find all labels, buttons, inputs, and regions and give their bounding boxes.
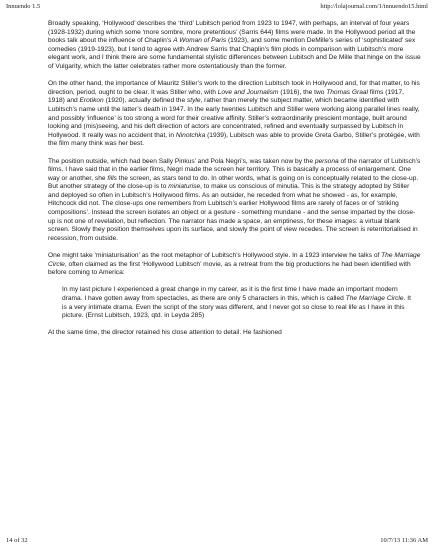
browser-print-header (6, 3, 428, 12)
page-url: http://lolajournal.com/1/innuendo15.html (320, 3, 428, 10)
article-body (48, 20, 422, 531)
paragraph-4: One might take ‘miniaturisation’ as the root metaphor of Lubitsch’s Hollywood style. In a 1923 interview he talks of The Marriage Circle, often claimed as the first ‘Hollywood Lubitsch’ movie, as a retreat from the big productions he had been identified with before coming to America: (48, 252, 421, 277)
paragraph-3: The position outside, which had been Sally Pinkus’ and Pola Negri’s, was taken now by the persona of the narrator of Lubitsch’s films. I have said that in the earlier films, Negri made the screen her territory. This is basically a process of enlargement. One way or another, she fills the screen, as stars tend to do. In other words, what is going on is conceptually related to the close-up. But another strategy of the close-up is to miniaturise, to make us conscious of minutia. This is the strategy adopted by Stiller and deployed so often in Lubitsch’s Hollywood films. As an outsider, he receded from what he showed - as, for example, Hitchcock did not. The close-ups one remembers from Lubitsch’s earlier Hollywood films are rarely of faces or of ‘striking compositions’. Instead the screen isolates an object or a gesture - something mundane - and the sense imparted by the close-up is not one of revelation, but reflection. The narrator has made a space, an emptiness, for these images: a virtual blank screen. Slowly they position themselves upon its surface, and slowly the point of view recedes. The screen is reterritorialised in recession, from outside. (48, 157, 421, 242)
print-datetime: 10/7/13 11:36 AM (380, 537, 428, 544)
paragraph-1: Broadly speaking, ‘Hollywood’ describes the ‘third’ Lubitsch period from 1923 to 1947, with perhaps, an interval of four years (1928-1932) during which some ‘more sombre, more pretentious’ (Sarris 644) films were made. In the Hollywood period all the books talk about the influence of Chaplin’s A Woman of Paris (1923), and some mention DeMille’s series of ‘sophisticated’ sex comedies (1919-1923), but I tend to agree with Andrew Sarris that Chaplin’s film plods in comparison with Lubitsch’s more elegant work, and I think there are some fundamental stylistic differences between Lubitsch and De Mille that hinge on the issue of Vulgarity, which the latter celebrates rather more ostentatiously than the former. (48, 20, 421, 70)
paragraph-2: On the other hand, the importance of Mauritz Stiller’s work to the direction Lubitsch took in Hollywood and, for that matter, to his direction, period, ought to be clear. It was Stiller who, with Love and Journalism (1916), the two Thomas Graal films (1917, 1918) and Erotikon (1920), actually defined the style, rather than merely the subject matter, which became identified with Lubitsch’s name until the latter’s death in 1947. In the early twenties Lubitsch and Stiller were working along parallel lines really, and possibly ‘influence’ is too strong a word for their creative affinity. Stiller’s extraordinarily prescient montage, built around looking and (mis)seeing, and his deft direction of actors are concentrated, refined and eventually surpassed by Lubitsch in Hollywood. It really was no accident that, in Ninotchka (1939), Lubitsch was able to provide Greta Garbo, Stiller’s protégée, with the film many think was her best. (48, 80, 420, 148)
page-title: Innuendo 1.5 (6, 3, 41, 10)
page-number: 14 of 32 (6, 537, 28, 544)
block-quote: In my last picture I experienced a great change in my career, as it is the first time I have made an important modern drama. I have gotten away from spectacles, as there are only 5 characters in this, which is called The Marriage Circle. It is a very intimate drama. Even the script of the story was different, and I never got so close to real life as I have in this picture. (Ernst Lubitsch, 1923, qtd. in Leyda 285) (62, 286, 411, 320)
browser-print-footer (6, 537, 428, 546)
paragraph-5: At the same time, the director retained his close attention to detail. He fashioned (48, 329, 282, 337)
